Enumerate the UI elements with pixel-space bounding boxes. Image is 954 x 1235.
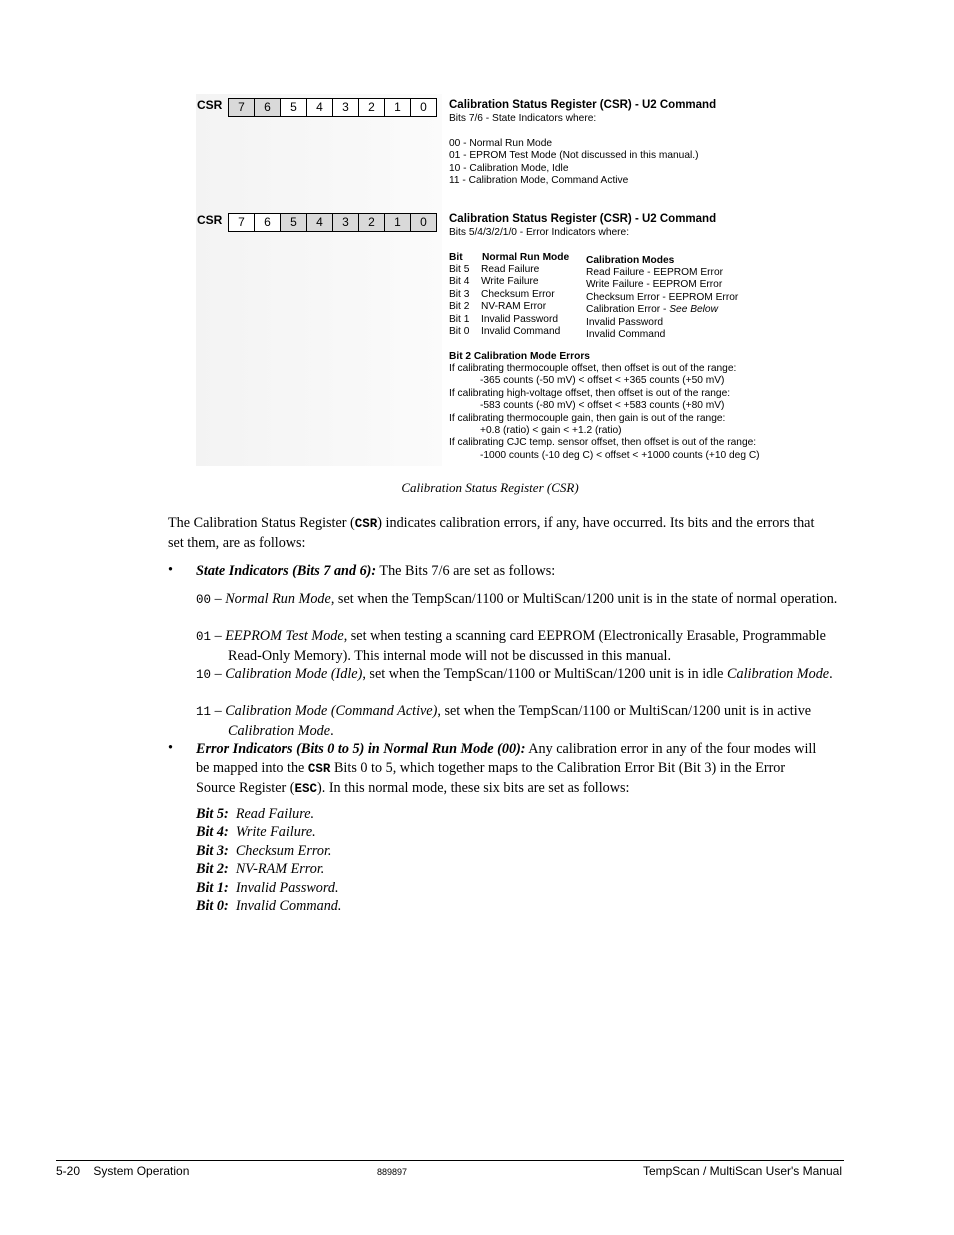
footer-left: 5-20 System Operation [56,1164,190,1178]
csr-code: CSR [354,517,378,531]
esc-code: ESC [294,782,318,796]
state-code: 10 [196,668,212,682]
state-tail: Calibration Mode [228,723,331,739]
state-tail: Calibration Mode [727,666,830,682]
bit-cell: 2 [359,214,385,231]
bit-row-label: Bit 3 [449,288,470,300]
intro-paragraph [168,514,828,553]
bit2-range-list [449,363,760,462]
bit-label: Bit 3: [196,843,229,859]
bullet-symbol: • [168,740,173,756]
bit-cell: 4 [307,99,333,116]
state-bullet-rest: The Bits 7/6 are set as follows: [376,563,556,579]
error-bullet-text: Any calibration error in any of the four modes will be mapped into the [196,741,817,776]
cal-mode-error: Read Failure - EEPROM Error [586,267,723,278]
cal-mode-error: Write Failure - EEPROM Error [586,279,723,291]
bit-row-label: Bit 4 [449,276,470,288]
csr-label-2: CSR [197,213,223,227]
bit-list-item [196,897,341,915]
register-subtitle-2: Bits 5/4/3/2/1/0 - Error Indicators where: [449,227,630,238]
dash: – [211,628,226,644]
error-bullet [196,740,826,799]
state-item [196,590,858,610]
bit-list-item [196,823,316,841]
bit-column [449,264,469,338]
bullet-symbol: • [168,562,173,578]
bit-list-item [196,879,339,897]
bit-strip-1 [228,98,437,117]
bit-cell: 6 [255,99,281,116]
state-bullet [196,562,826,581]
intro-text: ) indicates calibration errors, if any, have occurred. Its bits and the errors that set them, are as follows: [168,515,815,551]
state-item [196,702,858,741]
bit-cell: 1 [385,99,411,116]
state-title: Calibration Mode (Command Active) [225,703,438,719]
state-item [196,665,858,685]
footer-rule [56,1160,844,1161]
bit-desc: Invalid Command. [235,898,342,914]
col-header-normal: Normal Run Mode [482,252,570,263]
bit-desc: NV-RAM Error. [235,861,325,877]
range-line: If calibrating thermocouple offset, then offset is out of the range: [449,363,737,374]
range-line: -1000 counts (-10 deg C) < offset < +1000 counts (+10 deg C) [480,449,760,461]
state-code: 01 [196,630,212,644]
state-title: EEPROM Test Mode [225,628,344,644]
normal-mode-error: Invalid Password [481,313,559,325]
dash: – [211,666,226,682]
bit-cell: 4 [307,214,333,231]
bit-cell: 5 [281,99,307,116]
state-title: Normal Run Mode [225,591,331,607]
cal-mode-error: Invalid Command [586,329,666,341]
bit-desc: Read Failure. [235,806,315,822]
bit-row-label: Bit 0 [449,326,470,338]
bit-desc: Write Failure. [235,824,316,840]
range-line: -365 counts (-50 mV) < offset < +365 counts (+50 mV) [480,375,725,387]
bit-desc: Invalid Password. [235,880,339,896]
normal-mode-error: Write Failure [481,276,539,288]
normal-mode-error: NV-RAM Error [481,301,547,313]
bit-list-item [196,842,331,860]
normal-column [481,264,560,338]
normal-mode-error: Read Failure [481,264,540,275]
state-line: 10 - Calibration Mode, Idle [449,162,569,174]
range-line: +0.8 (ratio) < gain < +1.2 (ratio) [480,425,622,437]
state-line: 11 - Calibration Mode, Command Active [449,175,629,187]
cal-mode-error-text: Calibration Error - [586,304,670,316]
state-line: 00 - Normal Run Mode [449,138,553,149]
cal-mode-error [586,304,738,316]
register-title-2: Calibration Status Register (CSR) - U2 Command [449,213,717,225]
bit-cell: 6 [255,214,281,231]
bit-label: Bit 0: [196,898,229,914]
cal-mode-error: Checksum Error - EEPROM Error [586,291,739,303]
bit-cell: 1 [385,214,411,231]
bit-list-item [196,805,314,823]
bit-label: Bit 2: [196,861,229,877]
bit-cell: 5 [281,214,307,231]
period: . [330,723,334,739]
state-desc: , set when the TempScan/1100 or MultiScan/1200 unit is in active [437,703,812,719]
bit-label: Bit 1: [196,880,229,896]
bit-strip-2 [228,213,437,232]
bit-cell: 7 [229,99,255,116]
state-bullet-lead: State Indicators (Bits 7 and 6): [196,563,377,579]
state-line: 01 - EPROM Test Mode (Not discussed in this manual.) [449,150,699,162]
state-desc: , set when the TempScan/1100 or MultiScan/1200 unit is in the state of normal operation. [330,591,838,607]
normal-mode-error: Invalid Command [481,326,561,338]
range-line: If calibrating thermocouple gain, then gain is out of the range: [449,412,726,424]
figure-shading [196,94,442,466]
figure-caption: Calibration Status Register (CSR) [401,480,579,495]
cal-column [586,267,738,341]
csr-code: CSR [307,762,331,776]
cal-mode-error: Invalid Password [586,316,664,328]
dash: – [211,591,226,607]
error-bullet-text: Bits 0 to 5, which together maps to the Calibration Error Bit (Bit 3) in the Error Source Register ( [196,760,786,796]
range-line: If calibrating CJC temp. sensor offset, then offset is out of the range: [449,437,757,449]
bit-cell: 0 [411,99,436,116]
state-code: 00 [196,593,212,607]
bit-row-label: Bit 1 [449,313,470,325]
state-desc: , set when testing a scanning card EEPROM (Electronically Erasable, Programmable Read-Only Memory). This internal mode will not be discussed in this manual. [228,628,826,664]
range-line: -583 counts (-80 mV) < offset < +583 counts (+80 mV) [480,400,725,412]
state-title: Calibration Mode (Idle) [225,666,363,682]
dash: – [211,703,226,719]
state-desc: , set when the TempScan/1100 or MultiScan/1200 unit is in idle [362,666,728,682]
footer-right: TempScan / MultiScan User's Manual [642,1164,842,1178]
footer-center: 889897 [377,1167,408,1177]
bit-cell: 2 [359,99,385,116]
error-bullet-text: ). In this normal mode, these six bits are set as follows: [317,780,630,796]
csr-label-1: CSR [197,98,223,112]
bit-row-label: Bit 2 [449,301,470,313]
register-title-1: Calibration Status Register (CSR) - U2 Command [449,99,717,111]
intro-text: The Calibration Status Register ( [168,515,355,531]
bit-desc: Checksum Error. [235,843,332,859]
range-line: If calibrating high-voltage offset, then offset is out of the range: [449,387,731,399]
state-list [449,138,699,188]
col-header-bit: Bit [449,252,463,263]
see-below-note: See Below [669,304,718,316]
col-header-cal: Calibration Modes [586,255,675,266]
period: . [829,666,833,682]
bit-label: Bit 4: [196,824,229,840]
state-item [196,627,858,666]
bit2-heading: Bit 2 Calibration Mode Errors [449,351,590,362]
normal-mode-error: Checksum Error [481,288,555,300]
state-code: 11 [196,705,212,719]
register-subtitle-1: Bits 7/6 - State Indicators where: [449,113,597,124]
bit-cell: 7 [229,214,255,231]
bit-cell: 3 [333,99,359,116]
bit-cell: 0 [411,214,436,231]
error-bullet-lead: Error Indicators (Bits 0 to 5) in Normal Run Mode (00): [196,741,526,757]
bit-label: Bit 5: [196,806,229,822]
bit-row-label: Bit 5 [449,264,470,275]
bit-cell: 3 [333,214,359,231]
bit-list-item [196,860,324,878]
